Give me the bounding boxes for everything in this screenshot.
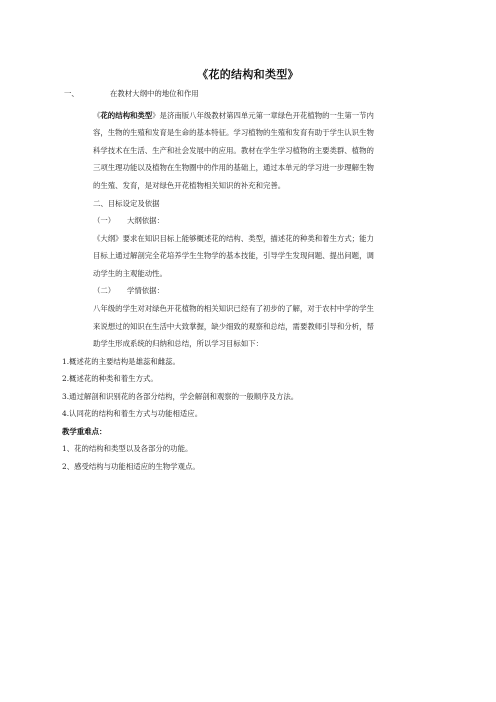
section1-para-line3: 科学技术在生活、生产和社会发展中的应用。教材在学生学习植物的主要类群、植物的 bbox=[93, 146, 374, 155]
sub1-line1: 《大纲》要求在知识目标上能够概述花的结构、类型，描述花的种类和着生方式；能力 bbox=[93, 234, 374, 243]
sub2-label: （二） bbox=[93, 286, 116, 295]
sub2-line1: 八年级的学生对对绿色开花植物的相关知识已经有了初步的了解，对于农村中学的学生 bbox=[93, 304, 374, 313]
section1-para-line4: 三项生理功能以及植物在生物圈中的作用的基础上，通过本单元的学习进一步理解生物 bbox=[93, 163, 374, 172]
para-open-bracket: 《 bbox=[93, 111, 101, 120]
goal-item: 1.概述花的主要结构是雄蕊和雌蕊。 bbox=[62, 357, 180, 366]
sub1-line2: 目标上通过解剖完全花培养学生生物学的基本技能，引导学生发现问题、提出问题，调 bbox=[93, 251, 374, 260]
section1-para-line2: 容，生物的生殖和发育是生命的基本特征。学习植物的生殖和发育有助于学生认识生物 bbox=[93, 128, 374, 137]
section2-heading: 二、目标设定及依据 bbox=[93, 199, 160, 208]
goal-item: 2.概述花的种类和着生方式。 bbox=[62, 374, 158, 383]
sub1-heading: 大纲依据： bbox=[127, 216, 164, 225]
section1-para-line5: 的生殖、发育，是对绿色开花植物相关知识的补充和完善。 bbox=[93, 181, 286, 190]
sub2-line2: 来说想过的知识在生活中大致掌握，缺少细致的观察和总结，需要教师引导和分析，帮 bbox=[93, 322, 374, 331]
document-title: 《花的结构和类型》 bbox=[197, 68, 299, 81]
sub1-label: （一） bbox=[93, 216, 116, 225]
section1-number: 一、 bbox=[64, 89, 79, 98]
goal-item: 3.通过解剖和识别花的各部分结构，学会解剖和观察的一般顺序及方法。 bbox=[62, 392, 299, 401]
sub2-line3: 助学生形成系统的归纳和总结，所以学习目标如下： bbox=[93, 339, 263, 348]
sub1-line3: 动学生的主观能动性。 bbox=[93, 269, 167, 278]
para-bold-title: 花的结构和类型 bbox=[100, 111, 153, 120]
sub2-heading: 学情依据： bbox=[127, 286, 164, 295]
para-line1-rest: 》是济南版八年级教材第四单元第一章绿色开花植物的一生第一节内 bbox=[152, 111, 374, 120]
key-point-item: 1、花的结构和类型以及各部分的功能。 bbox=[62, 444, 193, 453]
goal-item: 4.认同花的结构和着生方式与功能相适应。 bbox=[62, 409, 203, 418]
key-points-heading: 教学重难点： bbox=[62, 427, 107, 436]
key-point-item: 2、感受结构与功能相适应的生物学观点。 bbox=[62, 462, 200, 471]
section1-para-line1 bbox=[93, 111, 374, 121]
section1-heading: 在教材大纲中的地位和作用 bbox=[110, 89, 199, 98]
